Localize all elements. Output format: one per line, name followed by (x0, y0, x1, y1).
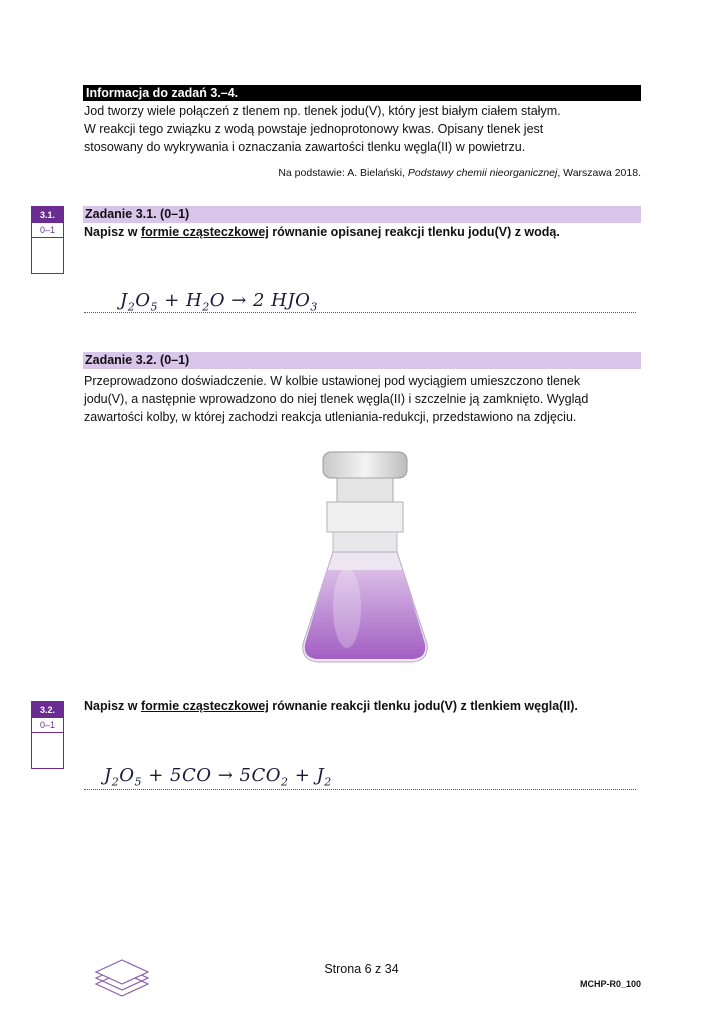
cmd-underlined: formie cząsteczkowej (140, 225, 269, 239)
answer-line-3-2[interactable] (84, 789, 636, 790)
score-field[interactable] (32, 733, 63, 768)
score-field[interactable] (32, 238, 63, 273)
info-line: W reakcji tego związku z wodą powstaje jednoprotonowy kwas. Opisany tlenek jest (84, 122, 544, 136)
task-3-2-title: Zadanie 3.2. (0–1) (83, 352, 641, 369)
handwritten-answer-3-1: $J_2O_5 + H_2O \to 2$ $HJO_3$ (120, 290, 318, 314)
source-prefix: Na podstawie: A. Bielański, (278, 167, 408, 179)
cmd-part: Napisz w (84, 699, 141, 713)
source-title: Podstawy chemii nieorganicznej (407, 167, 558, 179)
stopper-neck (337, 478, 393, 502)
task-3-2-text (84, 372, 644, 426)
cmd-part: równanie opisanej reakcji tlenku jodu(V) z wodą. (268, 225, 560, 239)
cmd-part: Napisz w (84, 225, 141, 239)
glass-highlight (333, 568, 361, 648)
cmd-part: równanie reakcji tlenku jodu(V) z tlenkiem węgla(II). (268, 699, 578, 713)
task-text-line: zawartości kolby, w której zachodzi reakcja utleniania-redukcji, przedstawiono na zdjęciu. (84, 410, 577, 424)
score-number: 3.2. (32, 702, 63, 718)
info-header: Informacja do zadań 3.–4. (83, 85, 641, 101)
page-number: Strona 6 z 34 (324, 962, 399, 976)
info-line: stosowany do wykrywania i oznaczania zawartości tlenku węgla(II) w powietrzu. (84, 140, 526, 154)
task-3-1-title: Zadanie 3.1. (0–1) (83, 206, 641, 223)
score-box-3-1 (31, 206, 64, 274)
task-3-1-command (84, 224, 560, 240)
score-range: 0–1 (32, 223, 63, 238)
ground-joint (327, 502, 403, 532)
info-text (84, 102, 644, 156)
answer-line-3-1[interactable] (84, 312, 636, 313)
source-suffix: , Warszawa 2018. (557, 167, 641, 179)
cmd-underlined: formie cząsteczkowej (140, 699, 269, 713)
handwritten-answer-3-2: $J_2O_5 + 5CO \to 5CO_2 + J_2$ (104, 765, 332, 789)
task-text-line: jodu(V), a następnie wprowadzono do niej tlenek węgla(II) i szczelnie ją zamknięto. Wygląd (84, 392, 589, 406)
document-code: MCHP-R0_100 (579, 979, 641, 989)
task-3-2-command (84, 698, 578, 714)
flask-neck (333, 532, 397, 552)
info-line: Jod tworzy wiele połączeń z tlenem np. tlenek jodu(V), który jest białym ciałem stałym. (84, 104, 561, 118)
source-citation (278, 166, 641, 180)
score-box-3-2 (31, 701, 64, 769)
flask-photo (297, 438, 437, 676)
task-text-line: Przeprowadzono doświadczenie. W kolbie ustawionej pod wyciągiem umieszczono tlenek (84, 374, 581, 388)
score-range: 0–1 (32, 718, 63, 733)
score-number: 3.1. (32, 207, 63, 223)
stopper-cap (323, 452, 407, 478)
